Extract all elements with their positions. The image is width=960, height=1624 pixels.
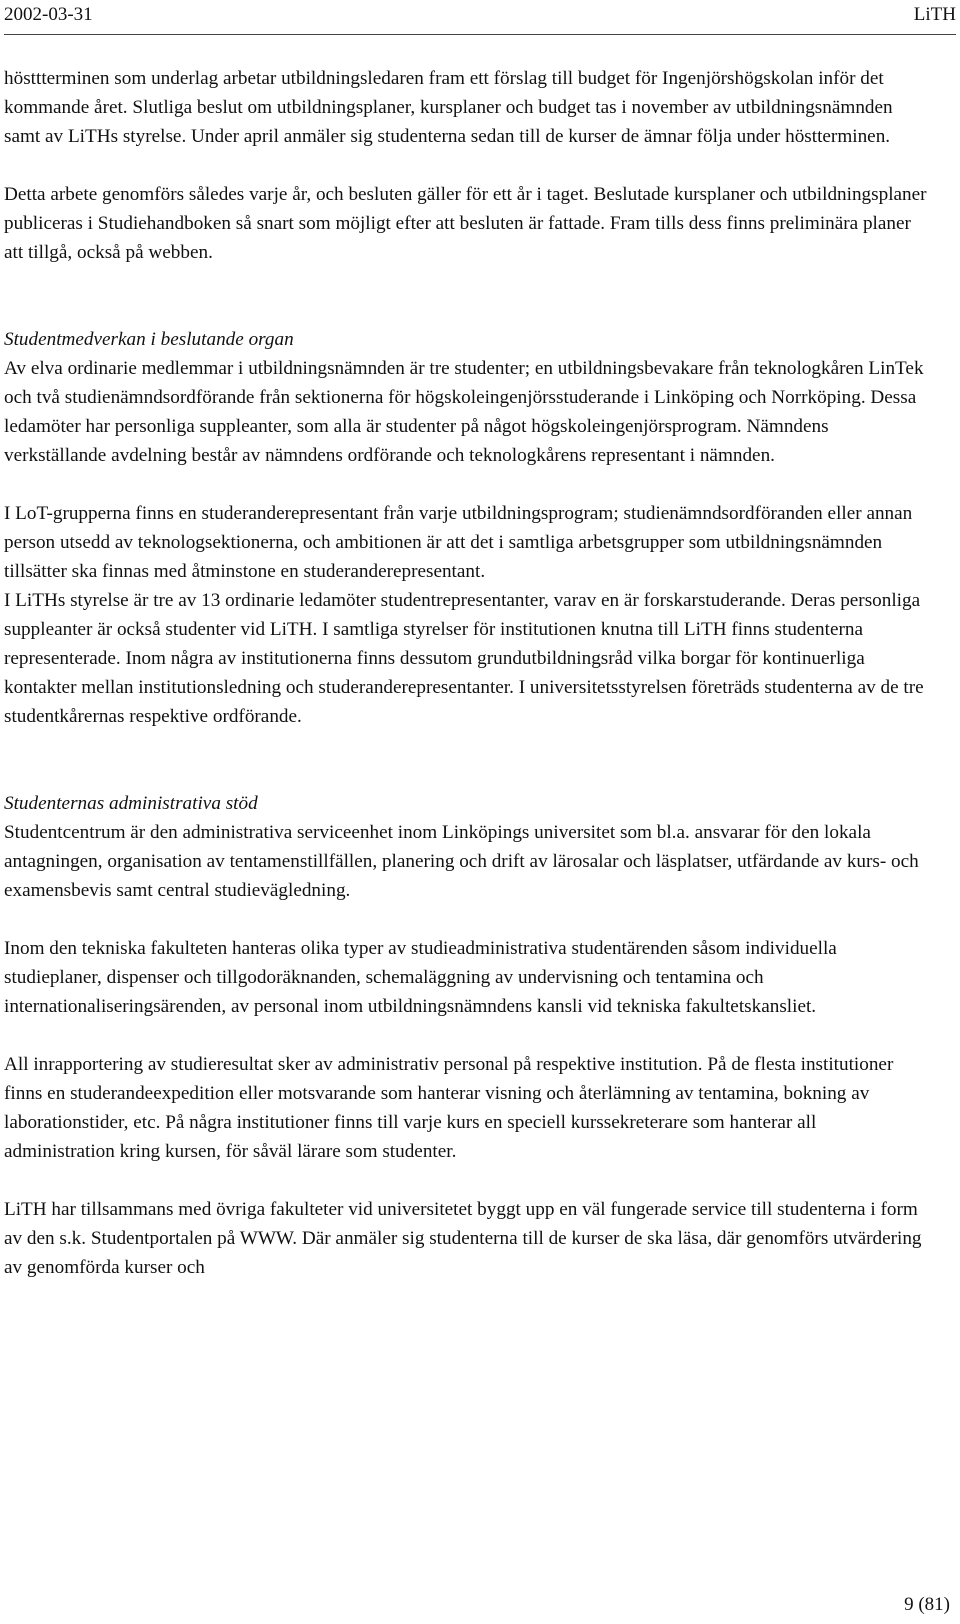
header-org: LiTH [913, 4, 956, 25]
page-header [4, 4, 956, 28]
paragraph-lot-groups: I LoT-grupperna finns en studeranderepresentant från varje utbildningsprogram; studienämndsordföranden eller annan person utsedd av teknologsektionerna, och ambitionen är att det i samtliga arbetsgrupper som utbildningsnämnden tillsätter ska finnas med åtminstone en studeranderepresentant. [4, 503, 913, 582]
paragraph-student-portal: LiTH har tillsammans med övriga fakulteter vid universitetet byggt upp en väl fungerade service till studenterna i form av den s.k. Studentportalen på WWW. Där anmäler sig studenterna till de kurser de ska läsa, där genomförs utvärdering av genomförda kurser och [4, 1199, 922, 1278]
header-divider [4, 34, 956, 35]
paragraph-budget: hösttterminen som underlag arbetar utbildningsledaren fram ett förslag till budget för Ingenjörshögskolan inför det kommande året. Slutliga beslut om utbildningsplaner, kursplaner och budget tas i november av utbildningsnämnden samt av LiTHs styrelse. Under april anmäler sig studenterna sedan till de kurser de ämnar följa under höstterminen. [4, 68, 893, 147]
paragraph-yearly-decisions: Detta arbete genomförs således varje år, och besluten gäller för ett år i taget. Beslutade kursplaner och utbildningsplaner publiceras i Studiehandboken så snart som möjligt efter att besluten är fattade. Fram tills dess finns preliminära planer att tillgå, också på webben. [4, 184, 927, 263]
section-title-student-participation: Studentmedverkan i beslutande organ [4, 329, 294, 350]
paragraph-faculty-admin: Inom den tekniska fakulteten hanteras olika typer av studieadministrativa studentärenden såsom individuella studieplaner, dispenser och tillgodoräknanden, schemaläggning av undervisning och tentamina och internationaliseringsärenden, av personal inom utbildningsnämndens kansli vid tekniska fakultetskansliet. [4, 938, 837, 1017]
paragraph-board-representation: I LiTHs styrelse är tre av 13 ordinarie ledamöter studentrepresentanter, varav en är forskarstuderande. Deras personliga suppleanter är också studenter vid LiTH. I samtliga styrelser för institutionen knutna till LiTH finns studenterna representerade. Inom några av institutionerna finns dessutom grundutbildningsråd vilka borgar för kontinuerliga kontakter mellan institutionsledning och studeranderepresentanter. I universitetsstyrelsen företräds studenterna av de tre studentkårernas respektive ordförande. [4, 590, 924, 727]
header-date: 2002-03-31 [4, 4, 93, 25]
paragraph-results-reporting: All inrapportering av studieresultat sker av administrativ personal på respektive institution. På de flesta institutioner finns en studerandeexpedition eller motsvarande som hanterar visning och återlämning av tentamina, bokning av laborationstider, etc. På några institutioner finns till varje kurs en speciell kurssekreterare som hanterar all administration kring kursen, för såväl lärare som studenter. [4, 1054, 894, 1162]
section-title-admin-support: Studenternas administrativa stöd [4, 793, 258, 814]
page-number: 9 (81) [904, 1594, 950, 1615]
document-body [4, 64, 928, 1282]
paragraph-student-centre: Studentcentrum är den administrativa serviceenhet inom Linköpings universitet som bl.a. ansvarar för den lokala antagningen, organisation av tentamenstillfällen, planering och drift av lärosalar och läsplatser, utfärdande av kurs- och examensbevis samt central studievägledning. [4, 822, 919, 901]
paragraph-education-board: Av elva ordinarie medlemmar i utbildningsnämnden är tre studenter; en utbildningsbevakare från teknologkåren LinTek och två studienämndsordförande från sektionerna för högskoleingenjörsstuderande i Linköping och Norrköping. Dessa ledamöter har personliga suppleanter, som alla är studenter på något högskoleingenjörsprogram. Nämndens verkställande avdelning består av nämndens ordförande och teknologkårens representant i nämnden. [4, 358, 924, 466]
